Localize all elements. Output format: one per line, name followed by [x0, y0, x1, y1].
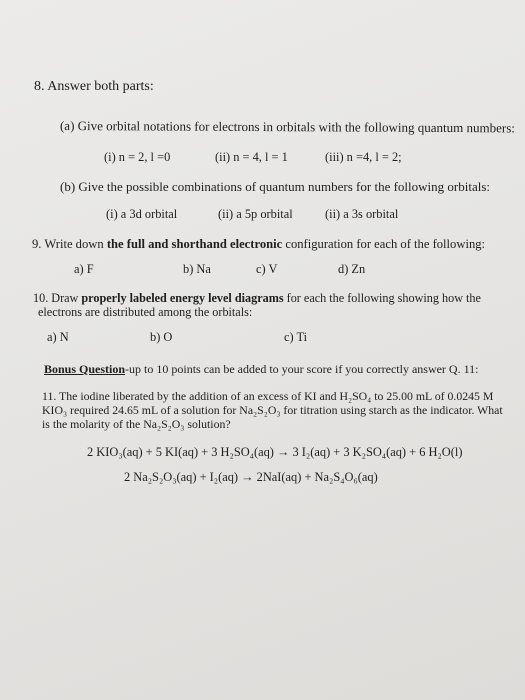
q10-prompt-pre: 10. Draw [33, 291, 82, 305]
q10-item-1: a) N [47, 330, 69, 344]
q10-item-3: c) Ti [284, 330, 308, 344]
q11-line-2: KIO₃ required 24.65 mL of a solution for Na₂S₂O₃ for titration using starch as the indicator. What [42, 403, 503, 417]
q8-a-item-1: (i) n = 2, l =0 [104, 150, 171, 164]
q8-a-item-2: (ii) n = 4, l = 1 [215, 150, 288, 164]
q9-item-3: c) V [256, 262, 278, 276]
q10-item-2: b) O [150, 330, 173, 344]
q8-heading: 8. Answer both parts: [34, 79, 154, 94]
q10-prompt-bold: properly labeled energy level diagrams [81, 291, 284, 305]
q9-prompt-post: configuration for each of the following: [282, 237, 486, 251]
q11-line-3: is the molarity of the Na₂S₂O₃ solution? [42, 417, 231, 431]
bonus-text: -up to 10 points can be added to your score if you correctly answer Q. 11: [125, 362, 479, 376]
q10-prompt [33, 291, 481, 305]
q10-prompt-post: for each the following showing how the [283, 291, 481, 305]
q11-equation-2: 2 Na₂S₂O₃(aq) + I₂(aq) → 2NaI(aq) + Na₂S₄O₆(aq) [124, 470, 378, 484]
q8-b-item-3: (ii) a 3s orbital [325, 207, 399, 221]
q11-line-1: 11. The iodine liberated by the addition of an excess of KI and H₂SO₄ to 25.00 mL of 0.0245 M [42, 389, 494, 403]
q8-b-item-2: (ii) a 5p orbital [218, 207, 293, 221]
bonus-line [44, 362, 479, 376]
q8-a-item-3: (iii) n =4, l = 2; [325, 150, 402, 164]
q9-prompt-pre: 9. Write down [32, 237, 107, 251]
q9-item-4: d) Zn [338, 262, 366, 276]
bonus-label: Bonus Question [44, 362, 126, 376]
q8-part-a: (a) Give orbital notations for electrons in orbitals with the following quantum numbers: [59, 118, 515, 136]
q10-prompt-line2: electrons are distributed among the orbitals: [38, 305, 253, 319]
q8-b-item-1: (i) a 3d orbital [106, 207, 178, 221]
q9-prompt [32, 237, 485, 251]
q9-item-2: b) Na [183, 262, 211, 276]
q9-prompt-bold: the full and shorthand electronic [106, 237, 283, 251]
q8-part-b: (b) Give the possible combinations of quantum numbers for the following orbitals: [60, 179, 491, 194]
q9-item-1: a) F [74, 262, 94, 276]
q11-equation-1: 2 KIO₃(aq) + 5 KI(aq) + 3 H₂SO₄(aq) → 3 I₂(aq) + 3 K₂SO₄(aq) + 6 H₂O(l) [87, 445, 463, 459]
